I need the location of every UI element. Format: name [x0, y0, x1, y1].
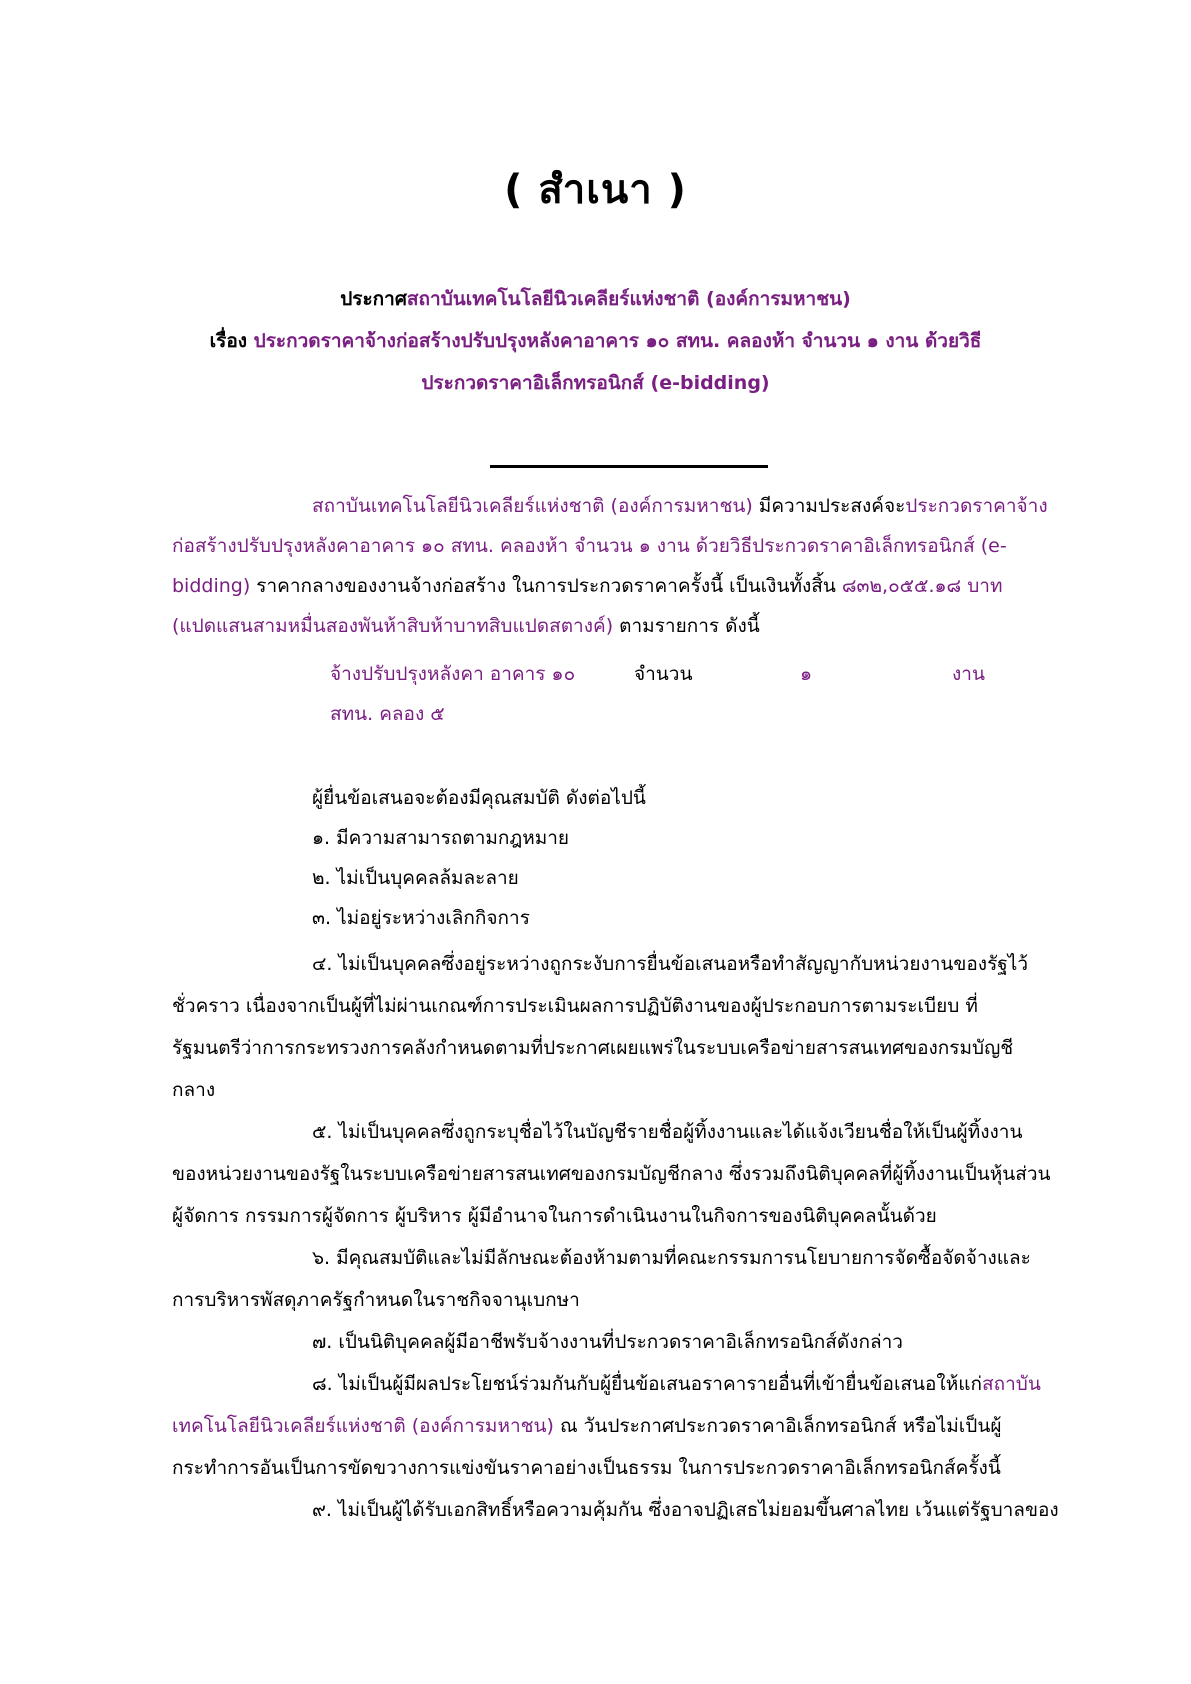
qualification-8-text-cont: ณ วันประกาศประกวดราคาอิเล็กทรอนิกส์ หรือไม่เป็นผู้ — [553, 1415, 1002, 1437]
item-unit: งาน — [952, 663, 985, 685]
qualification-4-line-4: กลาง — [172, 1079, 216, 1101]
qualification-8-line-1 — [312, 1364, 1041, 1404]
intro-bidding: bidding) — [172, 575, 251, 597]
qualification-5-line-1: ๕. ไม่เป็นบุคคลซึ่งถูกระบุชื่อไว้ในบัญชีรายชื่อผู้ทิ้งงานและได้แจ้งเวียนชื่อให้เป็นผู้ทิ้งงาน — [312, 1121, 1023, 1143]
intro-amount-words: (แปดแสนสามหมื่นสองพันห้าสิบห้าบาทสิบแปดสตางค์) — [172, 615, 614, 637]
copy-mark: ( สำเนา ) — [504, 167, 687, 213]
qualification-8-text: ๘. ไม่เป็นผู้มีผลประโยชน์ร่วมกันกับผู้ยื่นข้อเสนอราคารายอื่นที่เข้ายื่นข้อเสนอให้แก่ — [312, 1373, 982, 1395]
intro-list-text: ตามรายการ ดังนี้ — [613, 615, 760, 637]
intro-line-4 — [172, 606, 760, 646]
qualification-7: ๗. เป็นนิติบุคคลผู้มีอาชีพรับจ้างงานที่ประกวดราคาอิเล็กทรอนิกส์ดังกล่าว — [312, 1331, 903, 1353]
item-name-line-1: จ้างปรับปรุงหลังคา อาคาร ๑๐ — [330, 663, 576, 685]
qualification-6-line-2: การบริหารพัสดุภาครัฐกำหนดในราชกิจจานุเบกษา — [172, 1289, 580, 1311]
intro-text: มีความประสงค์จะ — [752, 495, 906, 517]
qualification-9: ๙. ไม่เป็นผู้ได้รับเอกสิทธิ์หรือความคุ้มกัน ซึ่งอาจปฏิเสธไม่ยอมขึ้นศาลไทย เว้นแต่รัฐบาลของ — [312, 1499, 1059, 1521]
subject-text: ประกวดราคาจ้างก่อสร้างปรับปรุงหลังคาอาคาร ๑๐ สทน. คลองห้า จำนวน ๑ งาน ด้วยวิธี — [253, 330, 982, 352]
intro-line-2: ก่อสร้างปรับปรุงหลังคาอาคาร ๑๐ สทน. คลองห้า จำนวน ๑ งาน ด้วยวิธีประกวดราคาอิเล็กทรอนิกส์ (e- — [172, 535, 1007, 557]
qualification-8-organization: สถาบัน — [981, 1373, 1041, 1395]
qualification-8-organization-cont: เทคโนโลยีนิวเคลียร์แห่งชาติ (องค์การมหาชน) — [172, 1415, 554, 1437]
item-quantity: ๑ — [800, 663, 813, 685]
header-divider — [490, 465, 768, 468]
qualification-4-line-3: รัฐมนตรีว่าการกระทรวงการคลังกำหนดตามที่ประกาศเผยแพร่ในระบบเครือข่ายสารสนเทศของกรมบัญชี — [172, 1037, 1014, 1059]
qualification-8-line-2 — [172, 1406, 1001, 1446]
subject-prefix: เรื่อง — [209, 330, 248, 352]
qualification-1: ๑. มีความสามารถตามกฎหมาย — [312, 827, 570, 849]
qualification-5-line-3: ผู้จัดการ กรรมการผู้จัดการ ผู้บริหาร ผู้มีอำนาจในการดำเนินงานในกิจการของนิติบุคคลนั้นด้วย — [172, 1205, 937, 1227]
announcement-title-line-3: ประกวดราคาอิเล็กทรอนิกส์ (e-bidding) — [421, 372, 770, 394]
item-quantity-label: จำนวน — [634, 663, 693, 685]
qualification-4-line-1: ๔. ไม่เป็นบุคคลซึ่งอยู่ระหว่างถูกระงับการยื่นข้อเสนอหรือทำสัญญากับหน่วยงานของรัฐไว้ — [312, 953, 1028, 975]
intro-line-1 — [312, 486, 1048, 526]
qualification-3: ๓. ไม่อยู่ระหว่างเลิกกิจการ — [312, 907, 530, 929]
intro-median-price-text: ราคากลางของงานจ้างก่อสร้าง ในการประกวดราคาครั้งนี้ เป็นเงินทั้งสิ้น — [250, 575, 842, 597]
announcement-title-line-2 — [150, 320, 1041, 362]
intro-amount: ๘๓๒,๐๕๕.๑๘ บาท — [841, 575, 1003, 597]
announcement-title-line-1 — [150, 278, 1041, 320]
qualification-2: ๒. ไม่เป็นบุคคลล้มละลาย — [312, 867, 519, 889]
qualification-8-line-3: กระทำการอันเป็นการขัดขวางการแข่งขันราคาอย่างเป็นธรรม ในการประกวดราคาอิเล็กทรอนิกส์ครั้งนี้ — [172, 1457, 1001, 1479]
qualifications-intro: ผู้ยื่นข้อเสนอจะต้องมีคุณสมบัติ ดังต่อไปนี้ — [312, 787, 646, 809]
intro-organization: สถาบันเทคโนโลยีนิวเคลียร์แห่งชาติ (องค์การมหาชน) — [312, 495, 753, 517]
intro-purpose: ประกวดราคาจ้าง — [905, 495, 1048, 517]
qualification-6-line-1: ๖. มีคุณสมบัติและไม่มีลักษณะต้องห้ามตามที่คณะกรรมการนโยบายการจัดซื้อจัดจ้างและ — [312, 1247, 1031, 1269]
announcement-prefix: ประกาศ — [340, 288, 407, 310]
item-name-line-2: สทน. คลอง ๕ — [330, 703, 445, 725]
organization-name: สถาบันเทคโนโลยีนิวเคลียร์แห่งชาติ (องค์การมหาชน) — [406, 288, 851, 310]
qualification-5-line-2: ของหน่วยงานของรัฐในระบบเครือข่ายสารสนเทศของกรมบัญชีกลาง ซึ่งรวมถึงนิติบุคคลที่ผู้ทิ้งงานเป็นหุ้นส่วน — [172, 1163, 1051, 1185]
qualification-4-line-2: ชั่วคราว เนื่องจากเป็นผู้ที่ไม่ผ่านเกณฑ์การประเมินผลการปฏิบัติงานของผู้ประกอบการตามระเบียบ ที่ — [172, 995, 978, 1017]
intro-line-3 — [172, 566, 1003, 606]
